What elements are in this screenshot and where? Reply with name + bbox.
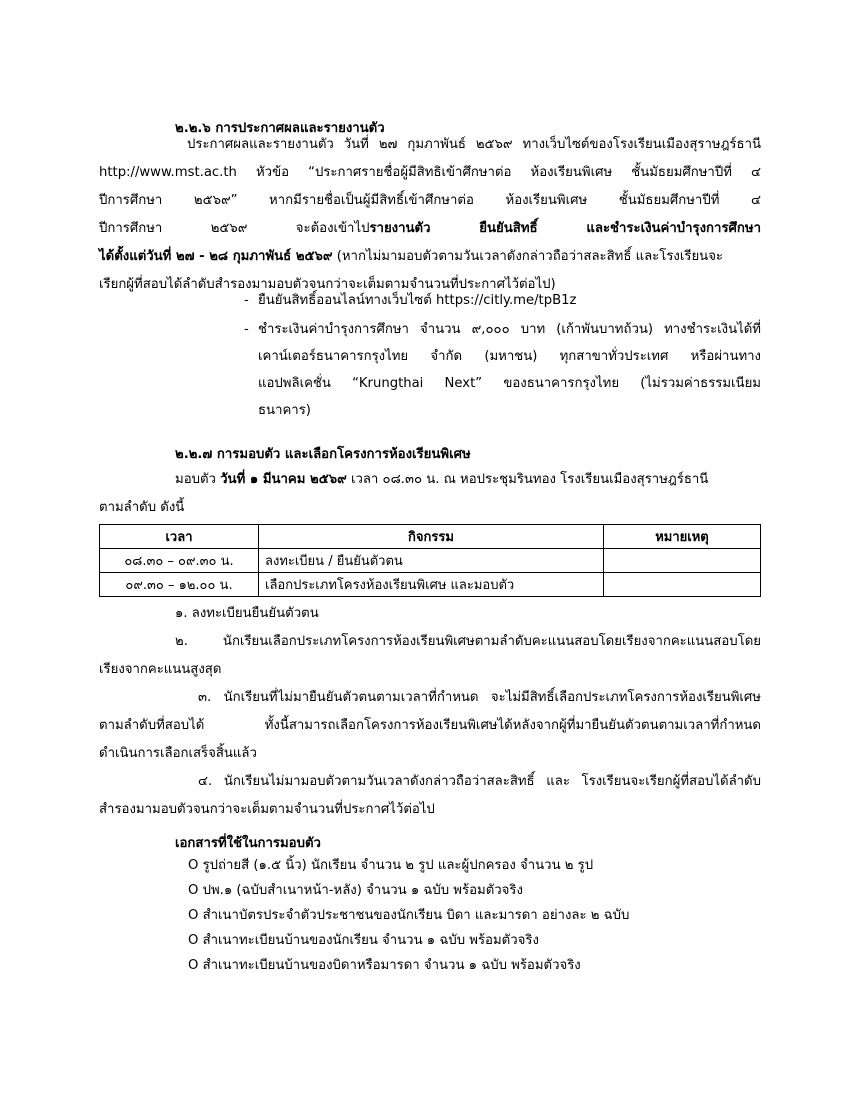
paragraph-line: http://www.mst.ac.th หัวข้อ “ประกาศรายชื่อผู้มีสิทธิเข้าศึกษาต่อ ห้องเรียนพิเศษ ชั้นมัธยมศึกษาปีที่ ๔ bbox=[99, 165, 761, 180]
bullet-line: ธนาคาร) bbox=[258, 403, 311, 418]
paragraph-line: เรียกผู้ที่สอบได้ลำดับสำรองมามอบตัวจนกว่าจะเต็มตามจำนวนที่ประกาศไว้ต่อไป) bbox=[99, 277, 556, 292]
dash-bullet: - bbox=[244, 293, 249, 308]
paragraph-line: ตามลำดับ ดังนี้ bbox=[99, 500, 185, 515]
note-cell bbox=[604, 549, 761, 573]
text-run: ปีการศึกษา ๒๕๖๙ จะต้องเข้าไป bbox=[99, 221, 370, 236]
note-cell bbox=[604, 573, 761, 597]
time-cell: ๐๙.๓๐ – ๑๒.๐๐ น. bbox=[100, 573, 259, 597]
activity-cell: ลงทะเบียน / ยืนยันตัวตน bbox=[259, 549, 604, 573]
step-4-line: สำรองมามอบตัวจนกว่าจะเต็มตามจำนวนที่ประกาศไว้ต่อไป bbox=[99, 802, 435, 817]
procedure-steps bbox=[99, 600, 761, 824]
step-4-line: ๔. นักเรียนไม่มามอบตัวตามวันเวลาดังกล่าวถือว่าสละสิทธิ์ และ โรงเรียนจะเรียกผู้ที่สอบได้ลำดับ bbox=[198, 774, 761, 789]
paragraph-line bbox=[99, 215, 761, 243]
document-item: O รูปถ่ายสี (๑.๕ นิ้ว) นักเรียน จำนวน ๒ รูป และผู้ปกครอง จำนวน ๒ รูป bbox=[188, 858, 594, 873]
document-item: O สำเนาบัตรประจำตัวประชาชนของนักเรียน บิดา และมารดา อย่างละ ๒ ฉบับ bbox=[188, 908, 630, 923]
dash-bullet: - bbox=[244, 322, 249, 337]
documents-heading: เอกสารที่ใช้ในการมอบตัว bbox=[175, 836, 321, 851]
paragraph-line: ประกาศผลและรายงานตัว วันที่ ๒๗ กุมภาพันธ์ ๒๕๖๙ ทางเว็บไซต์ของโรงเรียนเมืองสุราษฎร์ธานี bbox=[187, 137, 761, 152]
step-3-line: ดำเนินการเลือกเสร็จสิ้นแล้ว bbox=[99, 746, 257, 761]
table-header-row bbox=[100, 525, 761, 549]
activity-cell: เลือกประเภทโครงห้องเรียนพิเศษ และมอบตัว bbox=[259, 573, 604, 597]
paragraph-line: ปีการศึกษา ๒๕๖๙” หากมีรายชื่อเป็นผู้มีสิทธิ์เข้าศึกษาต่อ ห้องเรียนพิเศษ ชั้นมัธยมศึกษาปีที่ ๔ bbox=[99, 193, 761, 208]
step-2-line: เรียงจากคะแนนสูงสุด bbox=[99, 662, 222, 677]
bold-text-run: ได้ตั้งแต่วันที่ ๒๗ - ๒๘ กุมภาพันธ์ ๒๕๖๙ bbox=[99, 249, 333, 264]
bullet-line: ชำระเงินค่าบำรุงการศึกษา จำนวน ๙,๐๐๐ บาท (เก้าพันบาทถ้วน) ทางชำระเงินได้ที่ bbox=[258, 322, 761, 337]
section-227-heading: ๒.๒.๗ การมอบตัว และเลือกโครงการห้องเรียนพิเศษ bbox=[175, 447, 471, 462]
text-run: เวลา ๐๘.๓๐ น. ณ หอประชุมรินทอง โรงเรียนเมืองสุราษฎร์ธานี bbox=[346, 472, 709, 487]
section-226-heading: ๒.๒.๖ การประกาศผลและรายงานตัว bbox=[175, 121, 385, 136]
section-227-intro bbox=[99, 466, 761, 522]
section-226-paragraph bbox=[99, 131, 761, 299]
document-item: O ปพ.๑ (ฉบับสำเนาหน้า-หลัง) จำนวน ๑ ฉบับ พร้อมตัวจริง bbox=[188, 883, 523, 898]
bold-text-run: วันที่ ๑ มีนาคม ๒๕๖๙ bbox=[220, 472, 347, 487]
column-header: กิจกรรม bbox=[259, 525, 604, 549]
bullet-line: เคาน์เตอร์ธนาคารกรุงไทย จำกัด (มหาชน) ทุกสาขาทั่วประเทศ หรือผ่านทาง bbox=[258, 349, 761, 364]
step-3-line: ตามลำดับที่สอบได้ ทั้งนี้สามารถเลือกโครงการห้องเรียนพิเศษได้หลังจากผู้ที่มายืนยันตัวตนตามเวลาที่กำหนด bbox=[99, 718, 761, 733]
paragraph-line bbox=[99, 243, 761, 271]
table-row bbox=[100, 549, 761, 573]
step-3-line: ๓. นักเรียนที่ไม่มายืนยันตัวตนตามเวลาที่กำหนด จะไม่มีสิทธิ์เลือกประเภทโครงการห้องเรียนพิเศษ bbox=[198, 690, 761, 705]
bullet-text: ยืนยันสิทธิ์ออนไลน์ทางเว็บไซต์ https://citly.me/tpB1z bbox=[258, 293, 577, 308]
paragraph-line bbox=[99, 466, 761, 494]
bullet-line: แอปพลิเคชั่น “Krungthai Next” ของธนาคารกรุงไทย (ไม่รวมค่าธรรมเนียม bbox=[258, 376, 761, 391]
schedule-table bbox=[99, 524, 761, 597]
step-2-line: ๒. นักเรียนเลือกประเภทโครงการห้องเรียนพิเศษตามลำดับคะแนนสอบโดยเรียงจากคะแนนสอบโดย bbox=[175, 634, 761, 649]
column-header: เวลา bbox=[100, 525, 259, 549]
document-item: O สำเนาทะเบียนบ้านของนักเรียน จำนวน ๑ ฉบับ พร้อมตัวจริง bbox=[188, 933, 539, 948]
bold-text-run: รายงานตัว ยืนยันสิทธิ์ และชำระเงินค่าบำรุงการศึกษา bbox=[369, 221, 761, 236]
time-cell: ๐๘.๓๐ – ๐๙.๓๐ น. bbox=[100, 549, 259, 573]
text-run: มอบตัว bbox=[175, 472, 221, 487]
column-header: หมายเหตุ bbox=[604, 525, 761, 549]
step-1: ๑. ลงทะเบียนยืนยันตัวตน bbox=[175, 606, 319, 621]
text-run: (หากไม่มามอบตัวตามวันเวลาดังกล่าวถือว่าสละสิทธิ์ และโรงเรียนจะ bbox=[332, 249, 724, 264]
document-item: O สำเนาทะเบียนบ้านของบิดาหรือมารดา จำนวน ๑ ฉบับ พร้อมตัวจริง bbox=[188, 958, 581, 973]
table-row bbox=[100, 573, 761, 597]
